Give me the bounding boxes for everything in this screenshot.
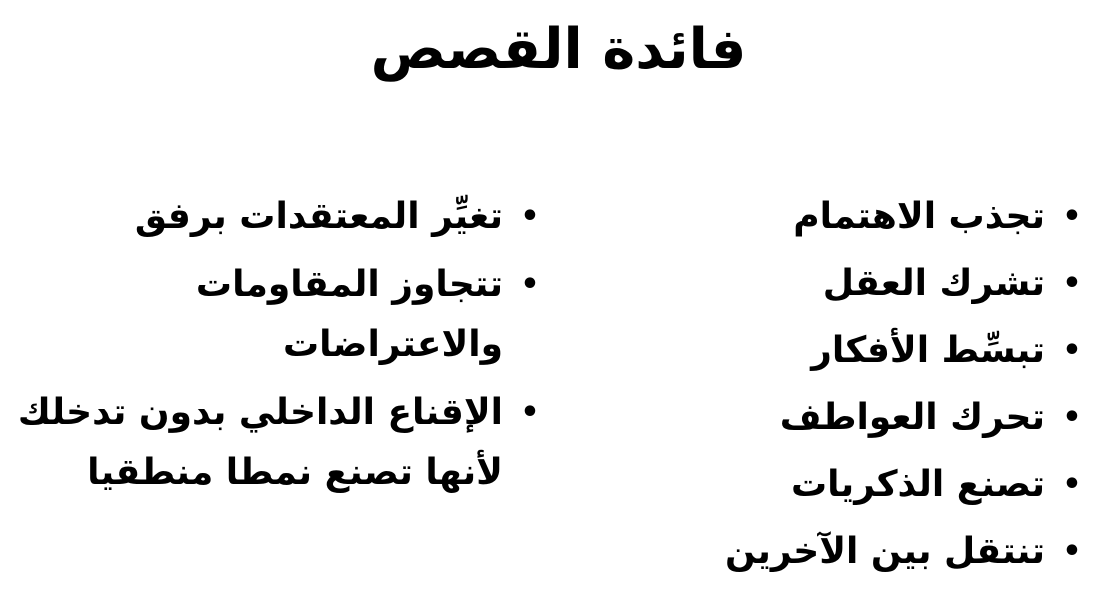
list-item-text: تنتقل بين الآخرين: [724, 531, 1045, 572]
list-item-text: الإقناع الداخلي بدون تدخلك لأنها تصنع نمطا منطقيا: [17, 392, 503, 493]
list-item: [639, 388, 1099, 448]
bullet-icon: •: [1062, 400, 1082, 435]
bullet-icon: •: [520, 267, 540, 302]
list-item: [17, 255, 557, 375]
list-item-text: تصنع الذكريات: [790, 464, 1045, 505]
bullet-icon: •: [1062, 199, 1082, 234]
list-item-text: تشرك العقل: [822, 263, 1045, 304]
list-item: [639, 321, 1099, 381]
list-item: [639, 522, 1099, 582]
bullet-icon: •: [520, 395, 540, 430]
list-item-text: تحرك العواطف: [779, 397, 1045, 438]
bullet-icon: •: [1062, 333, 1082, 368]
list-item: [17, 187, 557, 247]
list-item: [639, 455, 1099, 515]
list-item-text: تبسِّط الأفكار: [811, 330, 1045, 371]
list-item-text: تجذب الاهتمام: [793, 196, 1045, 237]
benefits-list-left: [17, 187, 557, 511]
list-item: [639, 254, 1099, 314]
slide-title: فائدة القصص: [370, 17, 747, 82]
list-item-text: تتجاوز المقاومات والاعتراضات: [195, 264, 503, 365]
benefits-list-right: [639, 187, 1099, 589]
bullet-icon: •: [1062, 266, 1082, 301]
bullet-icon: •: [520, 199, 540, 234]
bullet-icon: •: [1062, 534, 1082, 569]
list-item: [639, 187, 1099, 247]
list-item-text: تغيِّر المعتقدات برفق: [134, 196, 503, 237]
list-item: [17, 383, 557, 503]
bullet-icon: •: [1062, 467, 1082, 502]
